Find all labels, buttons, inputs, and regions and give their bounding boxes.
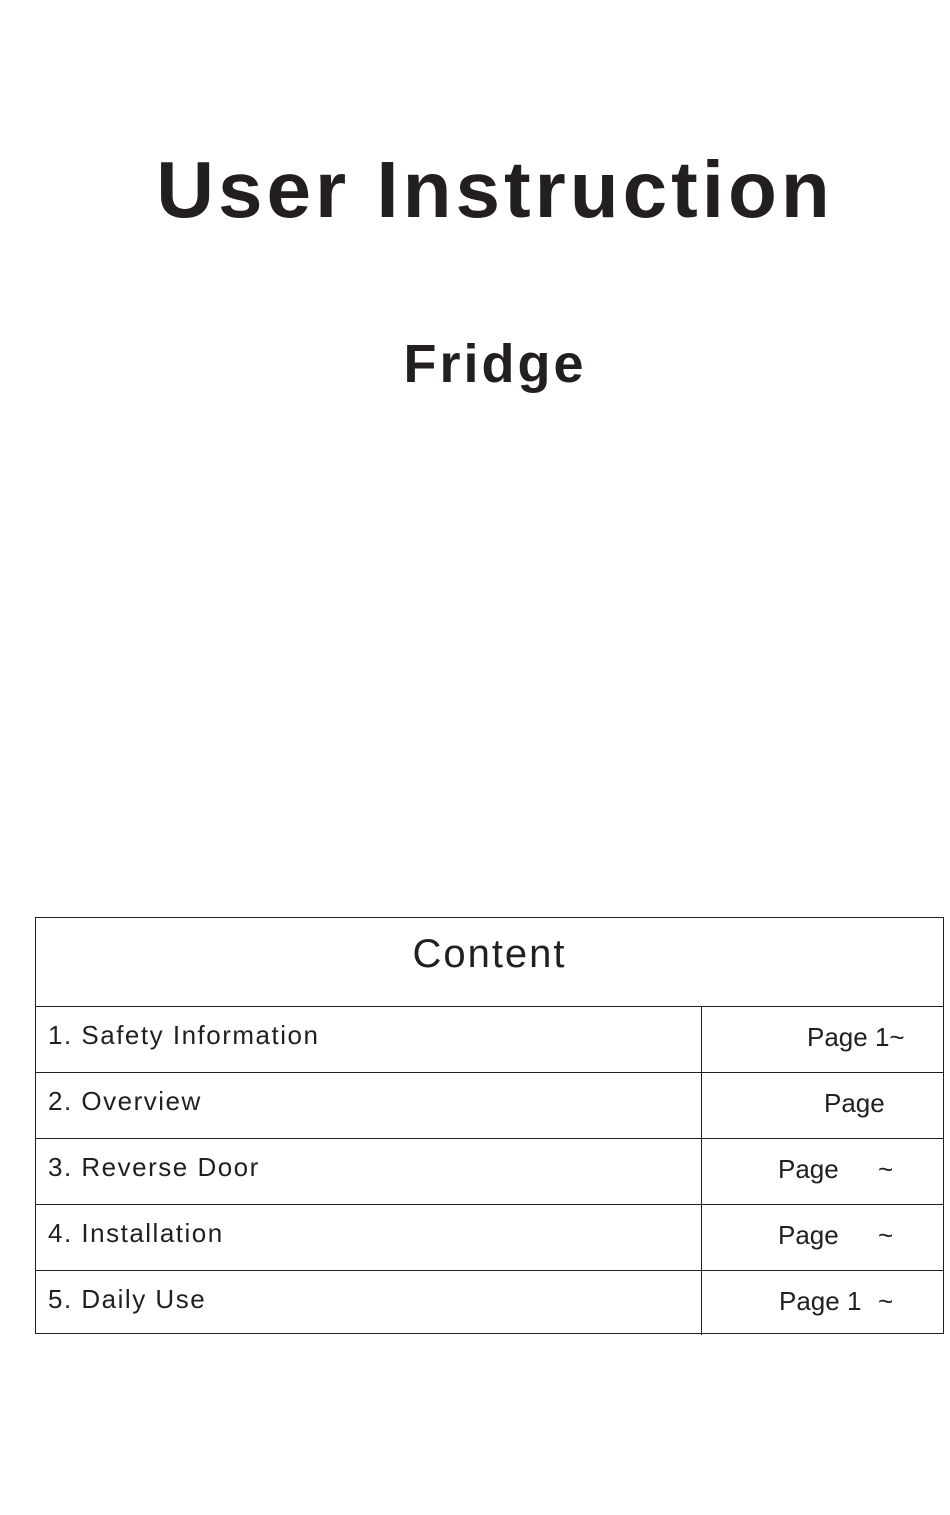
toc-page-cell: [702, 1073, 943, 1138]
toc-heading: Content: [36, 918, 943, 1007]
toc-row: [36, 1205, 943, 1271]
toc-page-tilde: ~: [878, 1220, 894, 1250]
toc-page-label: Page 1~: [807, 1022, 905, 1052]
document-subtitle: Fridge: [403, 334, 587, 394]
toc-page-cell: [702, 1139, 943, 1204]
toc-page-tilde: ~: [878, 1286, 894, 1316]
toc-section-daily-use: 5. Daily Use: [36, 1271, 702, 1335]
toc-section-safety-information: 1. Safety Information: [36, 1007, 702, 1072]
table-of-contents: [35, 917, 944, 1334]
toc-page-label: Page: [778, 1220, 839, 1250]
toc-page-cell: [702, 1205, 943, 1270]
toc-row: [36, 1139, 943, 1205]
toc-page-cell: [702, 1007, 943, 1072]
toc-row: [36, 1271, 943, 1335]
toc-section-overview: 2. Overview: [36, 1073, 702, 1138]
toc-row: [36, 1007, 943, 1073]
toc-section-reverse-door: 3. Reverse Door: [36, 1139, 702, 1204]
toc-page-label: Page: [824, 1088, 885, 1118]
toc-page-cell: [702, 1271, 943, 1335]
toc-page-tilde: ~: [878, 1154, 894, 1184]
toc-row: [36, 1073, 943, 1139]
document-title: User Instruction: [156, 145, 834, 234]
toc-page-label: Page: [778, 1154, 839, 1184]
toc-page-label: Page 1: [779, 1286, 862, 1316]
toc-section-installation: 4. Installation: [36, 1205, 702, 1270]
